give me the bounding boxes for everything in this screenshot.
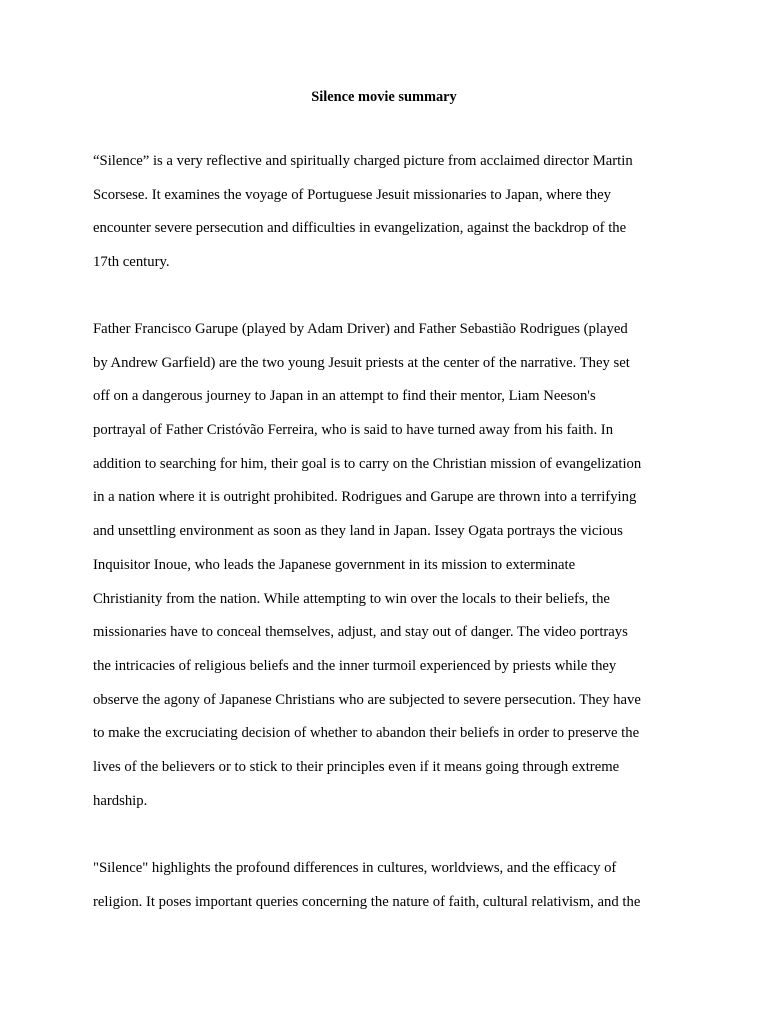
text-line: by Andrew Garfield) are the two young Jesuit priests at the center of the narrative. They set bbox=[93, 354, 630, 371]
text-line: portrayal of Father Cristóvão Ferreira, who is said to have turned away from his faith. In bbox=[93, 422, 614, 439]
text-line: to make the excruciating decision of whether to abandon their beliefs in order to preserve the bbox=[93, 725, 640, 742]
text-line: hardship. bbox=[93, 792, 148, 809]
paragraph-themes bbox=[93, 852, 678, 919]
text-line: “Silence” is a very reflective and spiritually charged picture from acclaimed director Martin bbox=[93, 153, 633, 169]
text-line: Inquisitor Inoue, who leads the Japanese government in its mission to exterminate bbox=[93, 556, 576, 573]
text-line: lives of the believers or to stick to their principles even if it means going through extreme bbox=[93, 758, 620, 775]
paragraph-plot bbox=[93, 313, 678, 818]
text-line: off on a dangerous journey to Japan in an attempt to find their mentor, Liam Neeson's bbox=[93, 388, 596, 405]
text-line: encounter severe persecution and difficulties in evangelization, against the backdrop of the bbox=[93, 220, 627, 237]
text-line: Scorsese. It examines the voyage of Portuguese Jesuit missionaries to Japan, where they bbox=[93, 186, 612, 203]
text-line: "Silence" highlights the profound differences in cultures, worldviews, and the efficacy of bbox=[93, 860, 617, 876]
text-line: 17th century. bbox=[93, 254, 170, 271]
text-line: Father Francisco Garupe (played by Adam Driver) and Father Sebastião Rodrigues (played bbox=[93, 321, 628, 337]
text-line: addition to searching for him, their goal is to carry on the Christian mission of evangelization bbox=[93, 455, 642, 472]
text-line: and unsettling environment as soon as they land in Japan. Issey Ogata portrays the vicious bbox=[93, 523, 623, 540]
text-line: Christianity from the nation. While attempting to win over the locals to their beliefs, the bbox=[93, 590, 610, 607]
paragraph-intro bbox=[93, 145, 678, 280]
text-line: observe the agony of Japanese Christians who are subjected to severe persecution. They have bbox=[93, 691, 641, 708]
text-line: religion. It poses important queries concerning the nature of faith, cultural relativism, and the bbox=[93, 893, 641, 910]
text-line: the intricacies of religious beliefs and the inner turmoil experienced by priests while they bbox=[93, 657, 617, 674]
text-line: missionaries have to conceal themselves, adjust, and stay out of danger. The video portrays bbox=[93, 624, 628, 641]
text-line: in a nation where it is outright prohibited. Rodrigues and Garupe are thrown into a terrifying bbox=[93, 489, 637, 506]
document-title: Silence movie summary bbox=[311, 89, 457, 105]
